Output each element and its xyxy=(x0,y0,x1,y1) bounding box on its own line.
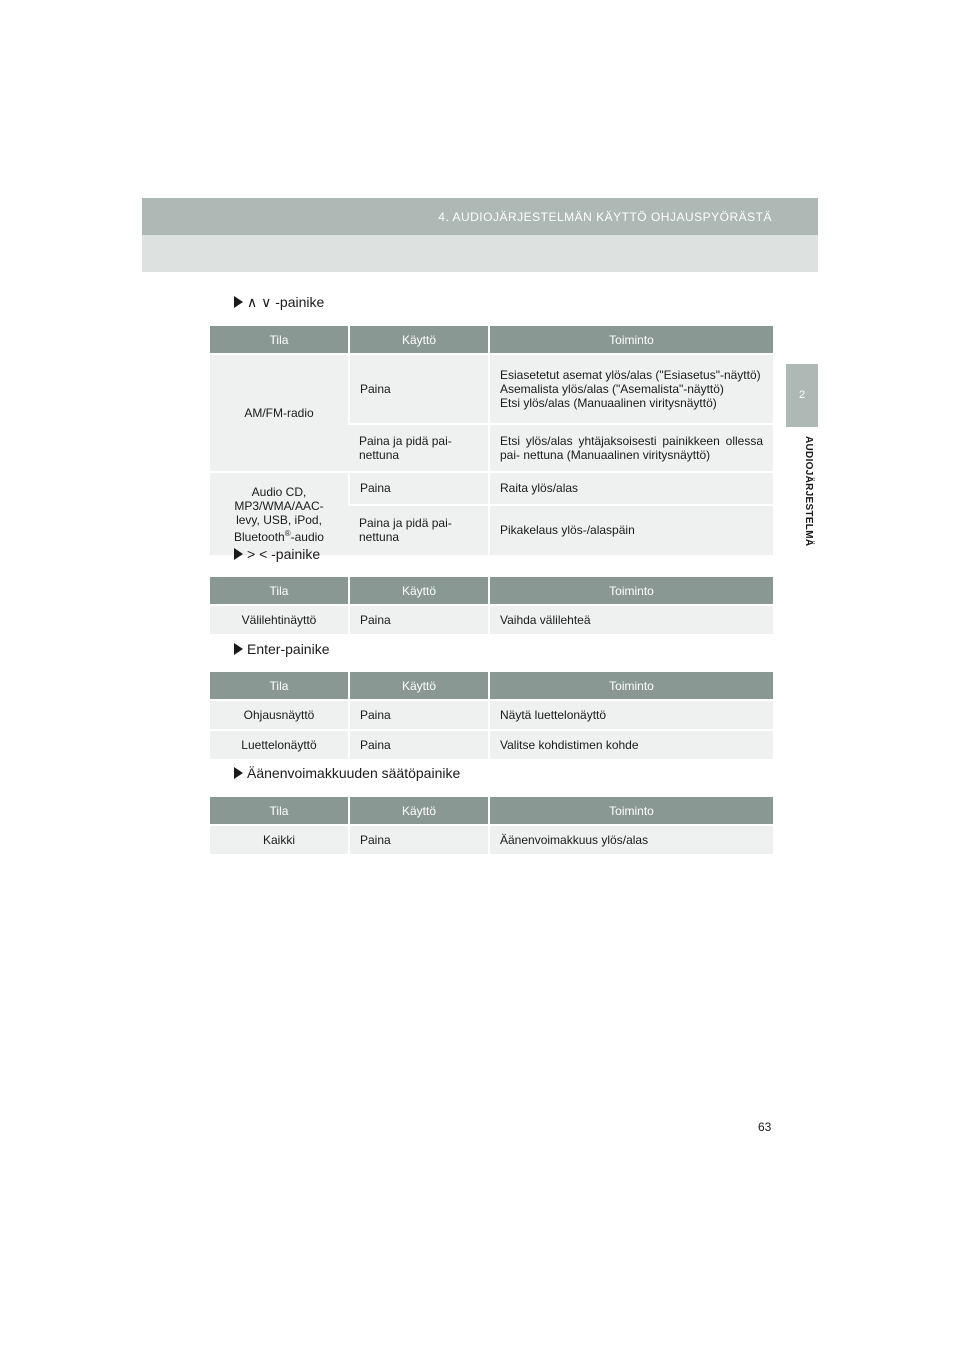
column-header-mode: Tila xyxy=(210,326,349,354)
cell-use: Paina xyxy=(349,605,489,634)
column-header-use: Käyttö xyxy=(349,326,489,354)
triangle-bullet-icon xyxy=(234,767,243,779)
cell-use: Paina ja pidä pai- nettuna xyxy=(349,505,489,555)
section-heading-volume: Äänenvoimakkuuden säätöpainike xyxy=(234,765,460,781)
cell-function: Esiasetetut asemat ylös/alas ("Esiasetus"-näyttö) Asemalista ylös/alas ("Asemalista"-näyttö) Etsi ylös/alas (Manuaalinen viritysnäyttö) xyxy=(489,354,773,424)
section-heading-updown: ∧ ∨ -painike xyxy=(234,294,324,311)
triangle-bullet-icon xyxy=(234,643,243,655)
cell-function: Näytä luettelonäyttö xyxy=(489,700,773,730)
table-enter-button xyxy=(210,672,773,759)
column-header-use: Käyttö xyxy=(349,577,489,605)
cell-function: Vaihda välilehteä xyxy=(489,605,773,634)
table-header-row xyxy=(210,672,773,700)
table-header-row xyxy=(210,326,773,354)
cell-use: Paina ja pidä pai- nettuna xyxy=(349,424,489,472)
column-header-function: Toiminto xyxy=(489,577,773,605)
column-header-mode: Tila xyxy=(210,577,349,605)
triangle-bullet-icon xyxy=(234,548,243,560)
column-header-mode: Tila xyxy=(210,797,349,825)
table-header-row xyxy=(210,577,773,605)
triangle-bullet-icon xyxy=(234,296,243,308)
table-row xyxy=(210,825,773,854)
column-header-use: Käyttö xyxy=(349,797,489,825)
cell-mode: Luettelonäyttö xyxy=(210,730,349,759)
chapter-title: 4. AUDIOJÄRJESTELMÄN KÄYTTÖ OHJAUSPYÖRÄSTÄ xyxy=(438,210,772,224)
column-header-function: Toiminto xyxy=(489,672,773,700)
cell-mode: Kaikki xyxy=(210,825,349,854)
column-header-use: Käyttö xyxy=(349,672,489,700)
table-row xyxy=(210,605,773,634)
table-leftright-button xyxy=(210,577,773,634)
cell-mode: Välilehtinäyttö xyxy=(210,605,349,634)
section-heading-leftright: > < -painike xyxy=(234,546,320,562)
header-band xyxy=(142,198,818,272)
cell-function: Pikakelaus ylös-/alaspäin xyxy=(489,505,773,555)
cell-use: Paina xyxy=(349,730,489,759)
cell-use: Paina xyxy=(349,825,489,854)
table-row xyxy=(210,354,773,424)
cell-function: Äänenvoimakkuus ylös/alas xyxy=(489,825,773,854)
header-title-bar xyxy=(142,198,818,235)
cell-use: Paina xyxy=(349,354,489,424)
column-header-mode: Tila xyxy=(210,672,349,700)
cell-function: Valitse kohdistimen kohde xyxy=(489,730,773,759)
table-volume-button xyxy=(210,797,773,854)
table-header-row xyxy=(210,797,773,825)
cell-use: Paina xyxy=(349,700,489,730)
page-number: 63 xyxy=(758,1120,772,1134)
table-row xyxy=(210,700,773,730)
cell-function: Etsi ylös/alas yhtäjaksoisesti painikkeen ollessa pai- nettuna (Manuaalinen viritysnäyttö) xyxy=(489,424,773,472)
table-updown-button xyxy=(210,326,773,555)
chapter-side-label: AUDIOJÄRJESTELMÄ xyxy=(803,436,814,547)
table-row xyxy=(210,472,773,505)
cell-use: Paina xyxy=(349,472,489,505)
column-header-function: Toiminto xyxy=(489,326,773,354)
section-heading-enter: Enter-painike xyxy=(234,641,330,657)
cell-mode: Ohjausnäyttö xyxy=(210,700,349,730)
column-header-function: Toiminto xyxy=(489,797,773,825)
cell-mode: AM/FM-radio xyxy=(210,354,349,472)
cell-mode: Audio CD, MP3/WMA/AAC- levy, USB, iPod, Bluetooth®-audio xyxy=(210,472,349,555)
cell-function: Raita ylös/alas xyxy=(489,472,773,505)
table-row xyxy=(210,730,773,759)
chapter-number-tab: 2 xyxy=(786,364,818,427)
